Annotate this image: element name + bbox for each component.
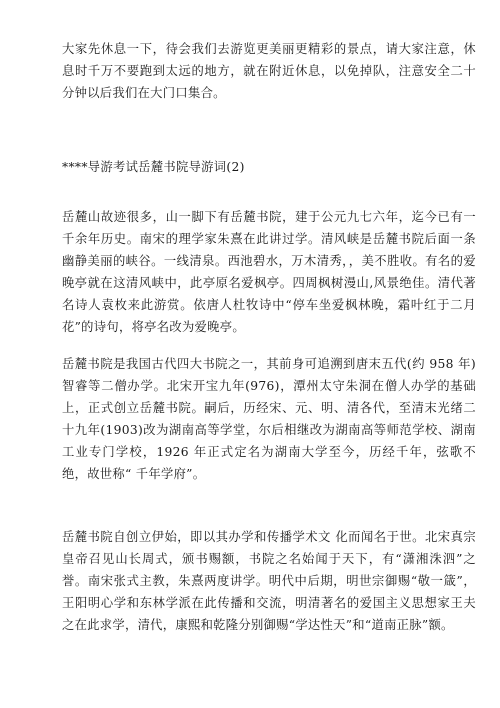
body-paragraph-1: 岳麓山故迹很多，山一脚下有岳麓书院，建于公元九七六年，迄今已有一千余年历史。南宋的理学家朱熹在此讲过学。清风峡是岳麓书院后面一条幽静美丽的峡谷。一线清泉。西池碧水，万木清秀，，美不胜收。有名的爱晚亭就在这清风峡中，此亭原名爱枫亭。四周枫树漫山,风景绝佳。清代著名诗人袁枚来此游赏。依唐人杜牧诗中“停车坐爱枫林晚，霜叶红于二月花”的诗句，将亭名改为爱晚亭。 bbox=[62, 210, 476, 334]
intro-paragraph: 大家先休息一下，待会我们去游览更美丽更精彩的景点，请大家注意，休息时千万不要跑到太远的地方，就在附近休息，以免掉队，注意安全二十分钟以后我们在大门口集合。 bbox=[62, 42, 476, 100]
body-paragraph-2: 岳麓书院是我国古代四大书院之一，其前身可追溯到唐末五代(约 958 年)智睿等二僧办学。北宋开宝九年(976)，潭州太守朱洞在僧人办学的基础上，正式创立岳麓书院。嗣后，历经宋、元、明、清各代，至清末光绪二十九年(1903)改为湖南高等学堂，尔后相继改为湖南高等师范学校、湖南工业专门学校，1926 年正式定名为湖南大学至今，历经千年，弦歌不绝，故世称“ 千年学府”。 bbox=[62, 357, 476, 481]
section-heading: ****导游考试岳麓书院导游词(2) bbox=[62, 160, 245, 174]
body-paragraph-3: 岳麓书院自创立伊始，即以其办学和传播学术文 化而闻名于世。北宋真宗皇帝召见山长周式，颁书赐额，书院之名始闻于天下，有“潇湘洙泗”之誉。南宋张式主教，朱熹两度讲学。明代中后期，明世宗御赐“敬一箴”，王阳明心学和东林学派在此传播和交流，明清著名的爱国主义思想家王夫之在此求学，清代，康熙和乾隆分别御赐“学达性天”和“道南正脉”额。 bbox=[62, 530, 476, 632]
